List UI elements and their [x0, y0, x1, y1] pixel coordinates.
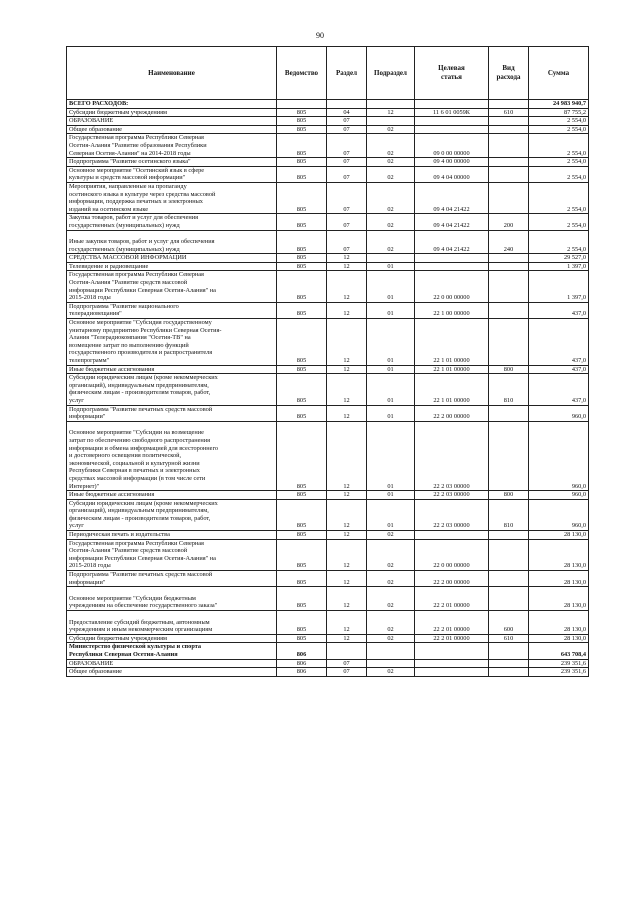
- podrazdel-cell: 02: [367, 668, 415, 677]
- razdel-cell: 12: [327, 254, 367, 263]
- vedomstvo-cell: 805: [277, 571, 327, 587]
- razdel-cell: 07: [327, 214, 367, 230]
- target-article-cell: [415, 668, 489, 677]
- name: Государственная программа Республики Северная Осетия-Алания "Развитие средств массовой информации Республики Северная Осетия-Алания" на 2015-2018 годы: [67, 271, 277, 302]
- expense-type-cell: [489, 117, 529, 126]
- name: Основное мероприятие "Осетинский язык в сфере культуры и средств массовой информации": [67, 166, 277, 182]
- razdel-cell: 07: [327, 134, 367, 158]
- name: Государственная программа Республики Северная Осетия-Алания "Развитие средств массовой информации Республики Северная Осетия-Алания" на 2015-2018 годы: [67, 539, 277, 570]
- vedomstvo-cell: 806: [277, 668, 327, 677]
- podrazdel-cell: 02: [367, 634, 415, 643]
- expense-type-cell: [489, 539, 529, 570]
- expense-type-cell: [489, 405, 529, 421]
- target-article-cell: [415, 254, 489, 263]
- sum-cell: 2 554,0: [529, 182, 589, 213]
- podrazdel-cell: 12: [367, 108, 415, 117]
- sum-cell: 960,0: [529, 421, 589, 490]
- target-article-cell: 22 2 01 00000: [415, 587, 489, 611]
- name: Субсидии бюджетным учреждениям: [67, 108, 277, 117]
- table-row: [67, 634, 589, 643]
- expense-type-cell: [489, 100, 529, 109]
- vedomstvo-cell: 805: [277, 182, 327, 213]
- target-article-cell: 09 4 04 21422: [415, 230, 489, 254]
- razdel-cell: 12: [327, 634, 367, 643]
- sum-cell: 1 397,0: [529, 262, 589, 271]
- table-row: [67, 100, 589, 109]
- expense-type-cell: [489, 421, 529, 490]
- header-podrazdel: Подраздел: [367, 47, 415, 100]
- sum-cell: 437,0: [529, 319, 589, 366]
- name: Иные закупки товаров, работ и услуг для обеспечения государственных (муниципальных) нужд: [67, 230, 277, 254]
- expense-type-cell: [489, 587, 529, 611]
- vedomstvo-cell: 805: [277, 214, 327, 230]
- podrazdel-cell: [367, 117, 415, 126]
- table-row: [67, 421, 589, 490]
- table-row: [67, 643, 589, 659]
- name: ВСЕГО РАСХОДОВ:: [67, 100, 277, 109]
- name: Подпрограмма "Развитие печатных средств массовой информации": [67, 571, 277, 587]
- target-article-cell: 22 2 03 00000: [415, 499, 489, 530]
- razdel-cell: [327, 100, 367, 109]
- table-row: [67, 108, 589, 117]
- podrazdel-cell: 02: [367, 587, 415, 611]
- target-article-cell: 22 0 00 00000: [415, 271, 489, 302]
- table-row: [67, 319, 589, 366]
- table-row: [67, 611, 589, 635]
- vedomstvo-cell: 805: [277, 531, 327, 540]
- name: Субсидии юридическим лицам (кроме некоммерческих организаций), индивидуальным предпринимателям, физическим лицам - производителям товаров, работ, услуг: [67, 499, 277, 530]
- podrazdel-cell: 02: [367, 158, 415, 167]
- razdel-cell: 07: [327, 166, 367, 182]
- vedomstvo-cell: 805: [277, 166, 327, 182]
- sum-cell: 28 130,0: [529, 531, 589, 540]
- vedomstvo-cell: 805: [277, 539, 327, 570]
- expense-type-cell: [489, 134, 529, 158]
- budget-table: [66, 46, 589, 677]
- razdel-cell: 12: [327, 611, 367, 635]
- podrazdel-cell: 01: [367, 421, 415, 490]
- podrazdel-cell: 02: [367, 571, 415, 587]
- target-article-cell: [415, 659, 489, 668]
- sum-cell: 437,0: [529, 374, 589, 405]
- razdel-cell: 07: [327, 158, 367, 167]
- razdel-cell: 04: [327, 108, 367, 117]
- razdel-cell: 12: [327, 374, 367, 405]
- expense-type-cell: 610: [489, 634, 529, 643]
- expense-type-cell: [489, 571, 529, 587]
- expense-type-cell: [489, 668, 529, 677]
- sum-cell: 239 351,6: [529, 659, 589, 668]
- razdel-cell: 12: [327, 531, 367, 540]
- expense-type-cell: 800: [489, 365, 529, 374]
- razdel-cell: 07: [327, 182, 367, 213]
- name: Мероприятия, направленные на пропаганду осетинского языка в культуре через средства массовой информации, поддержка печатных и электронных изданий на осетинском языке: [67, 182, 277, 213]
- target-article-cell: 22 1 00 00000: [415, 302, 489, 318]
- expense-type-cell: 600: [489, 611, 529, 635]
- podrazdel-cell: 01: [367, 319, 415, 366]
- name: Иные бюджетные ассигнования: [67, 365, 277, 374]
- expense-type-cell: [489, 254, 529, 263]
- podrazdel-cell: 01: [367, 374, 415, 405]
- table-row: [67, 659, 589, 668]
- podrazdel-cell: 02: [367, 539, 415, 570]
- header-razdel: Раздел: [327, 47, 367, 100]
- table-row: [67, 254, 589, 263]
- razdel-cell: 07: [327, 125, 367, 134]
- vedomstvo-cell: 805: [277, 230, 327, 254]
- vedomstvo-cell: 805: [277, 374, 327, 405]
- target-article-cell: 22 2 00 00000: [415, 571, 489, 587]
- podrazdel-cell: 01: [367, 271, 415, 302]
- razdel-cell: 12: [327, 491, 367, 500]
- name: Закупка товаров, работ и услуг для обеспечения государственных (муниципальных) нужд: [67, 214, 277, 230]
- sum-cell: 28 130,0: [529, 634, 589, 643]
- vedomstvo-cell: 805: [277, 125, 327, 134]
- razdel-cell: 07: [327, 668, 367, 677]
- table-row: [67, 539, 589, 570]
- vedomstvo-cell: 805: [277, 117, 327, 126]
- expense-type-cell: [489, 182, 529, 213]
- name: Иные бюджетные ассигнования: [67, 491, 277, 500]
- razdel-cell: 07: [327, 230, 367, 254]
- expense-type-cell: 240: [489, 230, 529, 254]
- table-header-row: [67, 47, 589, 100]
- podrazdel-cell: 02: [367, 611, 415, 635]
- razdel-cell: 12: [327, 539, 367, 570]
- podrazdel-cell: 01: [367, 405, 415, 421]
- expense-type-cell: [489, 158, 529, 167]
- target-article-cell: [415, 117, 489, 126]
- razdel-cell: 07: [327, 117, 367, 126]
- sum-cell: 28 130,0: [529, 611, 589, 635]
- name: Общее образование: [67, 668, 277, 677]
- vedomstvo-cell: 805: [277, 405, 327, 421]
- expense-type-cell: [489, 262, 529, 271]
- target-article-cell: 09 4 04 21422: [415, 182, 489, 213]
- target-article-cell: 22 1 01 00000: [415, 319, 489, 366]
- header-target-article: Целевая статья: [415, 47, 489, 100]
- table-row: [67, 271, 589, 302]
- target-article-cell: 09 4 04 00000: [415, 166, 489, 182]
- razdel-cell: 12: [327, 587, 367, 611]
- target-article-cell: 22 2 03 00000: [415, 491, 489, 500]
- table-row: [67, 571, 589, 587]
- razdel-cell: 12: [327, 421, 367, 490]
- podrazdel-cell: 02: [367, 125, 415, 134]
- vedomstvo-cell: 805: [277, 271, 327, 302]
- sum-cell: 2 554,0: [529, 230, 589, 254]
- expense-type-cell: 810: [489, 499, 529, 530]
- vedomstvo-cell: 806: [277, 643, 327, 659]
- target-article-cell: 09 0 00 00000: [415, 134, 489, 158]
- target-article-cell: [415, 100, 489, 109]
- podrazdel-cell: [367, 643, 415, 659]
- table-row: [67, 230, 589, 254]
- target-article-cell: [415, 531, 489, 540]
- vedomstvo-cell: 805: [277, 134, 327, 158]
- sum-cell: 2 554,0: [529, 214, 589, 230]
- vedomstvo-cell: [277, 100, 327, 109]
- podrazdel-cell: [367, 100, 415, 109]
- name: Подпрограмма "Развитие национального телерадиовещания": [67, 302, 277, 318]
- sum-cell: 2 554,0: [529, 125, 589, 134]
- target-article-cell: 09 4 04 21422: [415, 214, 489, 230]
- vedomstvo-cell: 805: [277, 499, 327, 530]
- podrazdel-cell: 02: [367, 230, 415, 254]
- target-article-cell: 22 1 01 00000: [415, 365, 489, 374]
- expense-type-cell: 200: [489, 214, 529, 230]
- header-name: Наименование: [67, 47, 277, 100]
- razdel-cell: 07: [327, 659, 367, 668]
- vedomstvo-cell: 805: [277, 365, 327, 374]
- vedomstvo-cell: 805: [277, 491, 327, 500]
- header-expense-type: Вид расхода: [489, 47, 529, 100]
- table-row: [67, 134, 589, 158]
- name: Государственная программа Республики Северная Осетия-Алания "Развитие образования Республики Северная Осетия-Алания" на 2014-2018 годы: [67, 134, 277, 158]
- table-row: [67, 302, 589, 318]
- expense-type-cell: [489, 302, 529, 318]
- expense-type-cell: [489, 643, 529, 659]
- table-row: [67, 491, 589, 500]
- razdel-cell: 12: [327, 571, 367, 587]
- expense-type-cell: [489, 531, 529, 540]
- target-article-cell: 22 2 00 00000: [415, 405, 489, 421]
- sum-cell: 2 554,0: [529, 117, 589, 126]
- sum-cell: 2 554,0: [529, 166, 589, 182]
- table-row: [67, 182, 589, 213]
- sum-cell: 1 397,0: [529, 271, 589, 302]
- name: Субсидии юридическим лицам (кроме некоммерческих организаций), индивидуальным предпринимателям, физическим лицам - производителям товаров, работ, услуг: [67, 374, 277, 405]
- razdel-cell: 12: [327, 302, 367, 318]
- podrazdel-cell: 01: [367, 499, 415, 530]
- name: Субсидии бюджетным учреждениям: [67, 634, 277, 643]
- vedomstvo-cell: 805: [277, 262, 327, 271]
- table-row: [67, 668, 589, 677]
- vedomstvo-cell: 806: [277, 659, 327, 668]
- target-article-cell: 22 0 00 00000: [415, 539, 489, 570]
- name: Подпрограмма "Развитие печатных средств массовой информации": [67, 405, 277, 421]
- name: СРЕДСТВА МАССОВОЙ ИНФОРМАЦИИ: [67, 254, 277, 263]
- sum-cell: 24 983 940,7: [529, 100, 589, 109]
- vedomstvo-cell: 805: [277, 634, 327, 643]
- expense-type-cell: [489, 319, 529, 366]
- podrazdel-cell: 01: [367, 262, 415, 271]
- name: Подпрограмма "Развитие осетинского языка": [67, 158, 277, 167]
- sum-cell: 28 130,0: [529, 539, 589, 570]
- target-article-cell: [415, 643, 489, 659]
- podrazdel-cell: [367, 254, 415, 263]
- podrazdel-cell: 02: [367, 166, 415, 182]
- razdel-cell: 12: [327, 365, 367, 374]
- razdel-cell: 12: [327, 262, 367, 271]
- vedomstvo-cell: 805: [277, 319, 327, 366]
- vedomstvo-cell: 805: [277, 587, 327, 611]
- sum-cell: 2 554,0: [529, 158, 589, 167]
- name: Периодическая печать и издательства: [67, 531, 277, 540]
- name: Телевидение и радиовещание: [67, 262, 277, 271]
- vedomstvo-cell: 805: [277, 254, 327, 263]
- sum-cell: 28 130,0: [529, 587, 589, 611]
- name: Предоставление субсидий бюджетным, автономным учреждениям и иным некоммерческим организациям: [67, 611, 277, 635]
- expense-type-cell: [489, 125, 529, 134]
- expense-type-cell: [489, 659, 529, 668]
- expense-type-cell: 810: [489, 374, 529, 405]
- header-sum: Сумма: [529, 47, 589, 100]
- table-row: [67, 499, 589, 530]
- name: Основное мероприятие "Субсидия государственному унитарному предприятию Республики Северная Осетия- Алания "Телерадиокомпания "Осетия-ТВ" на возмещение затрат по выполнению функций государственного производителя и распространителя телепрограмм": [67, 319, 277, 366]
- podrazdel-cell: 01: [367, 302, 415, 318]
- target-article-cell: [415, 262, 489, 271]
- name: Основное мероприятие "Субсидии на возмещение затрат по обеспечению свободного распространения информации и обмена информацией для всестороннего и достоверного освещения политической, экономической, социальной и культурной жизни Республики Северная в печатных и электронных средствах массовой информации (в том числе сети Интернет)": [67, 421, 277, 490]
- vedomstvo-cell: 805: [277, 611, 327, 635]
- page-number: 90: [316, 31, 324, 40]
- target-article-cell: 22 2 01 00000: [415, 634, 489, 643]
- podrazdel-cell: 01: [367, 365, 415, 374]
- vedomstvo-cell: 805: [277, 302, 327, 318]
- razdel-cell: 12: [327, 271, 367, 302]
- expense-type-cell: 610: [489, 108, 529, 117]
- podrazdel-cell: 02: [367, 531, 415, 540]
- table-row: [67, 166, 589, 182]
- target-article-cell: 22 2 01 00000: [415, 611, 489, 635]
- sum-cell: 437,0: [529, 365, 589, 374]
- target-article-cell: 22 2 03 00000: [415, 421, 489, 490]
- name: ОБРАЗОВАНИЕ: [67, 117, 277, 126]
- name: Основное мероприятие "Субсидии бюджетным учреждениям на обеспечение государственного заказа": [67, 587, 277, 611]
- target-article-cell: 22 1 01 00000: [415, 374, 489, 405]
- expense-type-cell: [489, 271, 529, 302]
- vedomstvo-cell: 805: [277, 421, 327, 490]
- table-row: [67, 365, 589, 374]
- table-row: [67, 214, 589, 230]
- table-row: [67, 587, 589, 611]
- sum-cell: 28 130,0: [529, 571, 589, 587]
- target-article-cell: [415, 125, 489, 134]
- name: ОБРАЗОВАНИЕ: [67, 659, 277, 668]
- sum-cell: 960,0: [529, 499, 589, 530]
- vedomstvo-cell: 805: [277, 108, 327, 117]
- header-vedomstvo: Ведомство: [277, 47, 327, 100]
- sum-cell: 960,0: [529, 405, 589, 421]
- sum-cell: 960,0: [529, 491, 589, 500]
- razdel-cell: [327, 643, 367, 659]
- razdel-cell: 12: [327, 319, 367, 366]
- target-article-cell: 11 6 01 0059К: [415, 108, 489, 117]
- name: Общее образование: [67, 125, 277, 134]
- name: Министерство физической культуры и спорта Республики Северная Осетия-Алания: [67, 643, 277, 659]
- podrazdel-cell: [367, 659, 415, 668]
- podrazdel-cell: 02: [367, 134, 415, 158]
- razdel-cell: 12: [327, 405, 367, 421]
- vedomstvo-cell: 805: [277, 158, 327, 167]
- table-row: [67, 374, 589, 405]
- sum-cell: 29 527,0: [529, 254, 589, 263]
- sum-cell: 239 351,6: [529, 668, 589, 677]
- table-body: [67, 100, 589, 677]
- podrazdel-cell: 01: [367, 491, 415, 500]
- expense-type-cell: 800: [489, 491, 529, 500]
- sum-cell: 437,0: [529, 302, 589, 318]
- sum-cell: 87 755,2: [529, 108, 589, 117]
- table-row: [67, 117, 589, 126]
- razdel-cell: 12: [327, 499, 367, 530]
- podrazdel-cell: 02: [367, 214, 415, 230]
- sum-cell: 643 708,4: [529, 643, 589, 659]
- table-row: [67, 531, 589, 540]
- podrazdel-cell: 02: [367, 182, 415, 213]
- table-row: [67, 125, 589, 134]
- expense-type-cell: [489, 166, 529, 182]
- table-row: [67, 262, 589, 271]
- sum-cell: 2 554,0: [529, 134, 589, 158]
- table-row: [67, 405, 589, 421]
- table-row: [67, 158, 589, 167]
- target-article-cell: 09 4 00 00000: [415, 158, 489, 167]
